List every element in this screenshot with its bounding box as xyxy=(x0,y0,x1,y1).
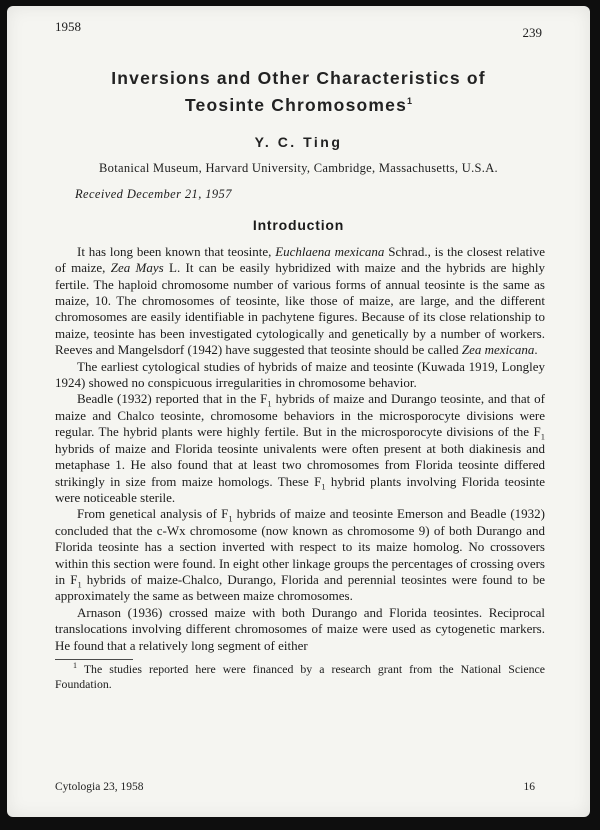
author-affiliation: Botanical Museum, Harvard University, Cambridge, Massachusetts, U.S.A. xyxy=(99,160,498,175)
article-body xyxy=(7,244,590,654)
footnote-divider xyxy=(55,659,133,660)
section-heading-introduction: Introduction xyxy=(252,216,345,233)
journal-page xyxy=(7,6,590,817)
article-title-line2-text: Teosinte Chromosomes xyxy=(184,94,408,115)
running-head xyxy=(7,6,590,40)
article-title-line1: Inversions and Other Characteristics of xyxy=(111,68,486,88)
footer-journal-citation: Cytologia 23, 1958 xyxy=(55,781,144,793)
running-head-page-number: 239 xyxy=(522,25,542,40)
author-name: Y. C. Ting xyxy=(254,133,343,150)
article-title-line2 xyxy=(7,90,590,117)
paragraph: Arnason (1936) crossed maize with both Durango and Florida teosintes. Reciprocal translocations involving different chromosomes of maize were used as cytogenetic markers. He found that a relatively long segment of either xyxy=(55,604,545,653)
paragraph: It has long been known that teosinte, Euchlaena mexicana Schrad., is the closest relative of maize, Zea Mays L. It can be easily hybridized with maize and the hybrids are highly fertile. The haploid chromosome number of various forms of annual teosinte is the same as maize, 10. The chromosomes of teosinte, like those of maize, are large, and the different chromosomes are easily identifiable in pachytene figures. Because of its close relationship to maize, teosinte has been investigated cytologically and genetically by a number of workers. Reeves and Mangelsdorf (1942) have suggested that teosinte should be called Zea mexicana. xyxy=(55,243,545,358)
article-title xyxy=(7,67,590,117)
title-footnote-mark: 1 xyxy=(407,96,413,106)
paragraph: Beadle (1932) reported that in the $F_1$ hybrids of maize and Durango teosinte, and that of maize and Chalco teosinte, chromosome behaviors in the microsporocyte divisions were regular. The hybrid plants were highly fertile. But in the microsporocyte divisions of the $F_1$ hybrids of maize and Florida teosinte univalents were often present at both diakinesis and metaphase 1. He also found that at least two chromosomes from Florida teosinte differed strikingly in size from maize homologs. These $F_1$ hybrid plants involving Florida teosinte were noticeable sterile. xyxy=(55,391,545,505)
paragraph: The earliest cytological studies of hybrids of maize and teosinte (Kuwada 1919, Longley 1924) showed no conspicuous irregularities in chromosome behavior. xyxy=(55,358,545,391)
footer-signature-number: 16 xyxy=(523,781,535,793)
received-date: Received December 21, 1957 xyxy=(75,186,232,201)
footnote-text: $^1$ The studies reported here were financed by a research grant from the National Science Foundation. xyxy=(55,661,545,691)
running-head-year: 1958 xyxy=(55,19,81,34)
page-footer xyxy=(7,781,590,793)
paragraph: From genetical analysis of $F_1$ hybrids of maize and teosinte Emerson and Beadle (1932) concluded that the c-Wx chromosome (now known as chromosome 9) of both Durango and Florida teosinte has a section inverted with respect to its maize homolog. No crossovers within this section were found. In eight other linkage groups the percentages of crossing overs in $F_1$ hybrids of maize-Chalco, Durango, Florida and perennial teosintes were found to be approximately the same as between maize chromosomes. xyxy=(55,506,546,604)
